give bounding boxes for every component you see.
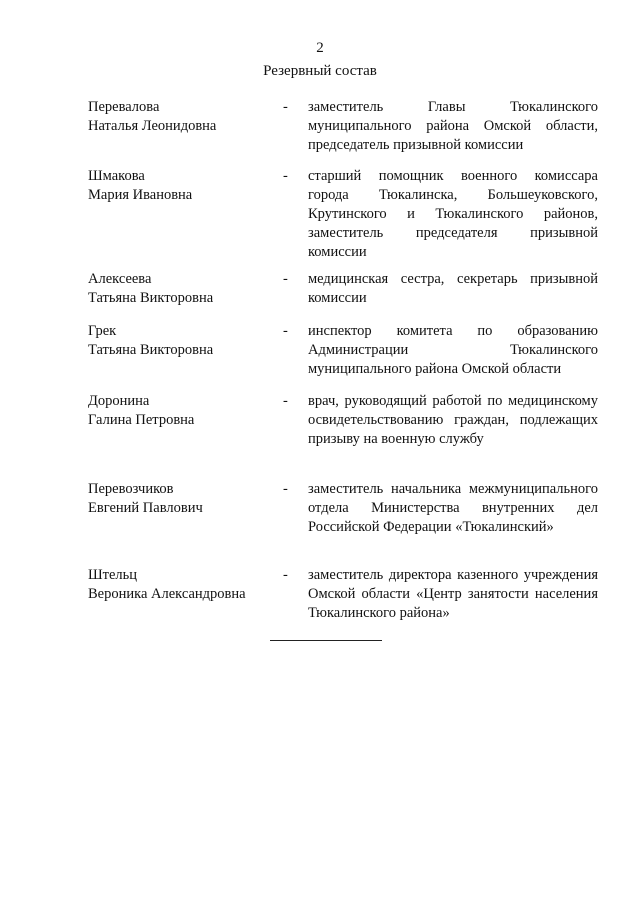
member-role: инспектор комитета по образованию Администрации Тюкалинского муниципального района Омской области [308, 323, 598, 377]
member-name [88, 270, 273, 308]
member-surname: Перевозчиков [88, 481, 174, 497]
member-given-name: Галина Петровна [88, 412, 195, 428]
member-name [88, 322, 273, 360]
section-heading: Резервный состав [263, 63, 377, 79]
member-surname: Штельц [88, 567, 138, 583]
member-surname: Грек [88, 323, 117, 339]
separator-dash: - [283, 271, 288, 287]
member-role: врач, руководящий работой по медицинскому освидетельствованию граждан, подлежащих призыву на военную службу [308, 393, 598, 447]
separator-dash: - [283, 323, 288, 339]
member-role: заместитель директора казенного учреждения Омской области «Центр занятости населения Тюкалинского района» [308, 567, 598, 621]
separator-dash: - [283, 481, 288, 497]
member-surname: Шмакова [88, 168, 145, 184]
member-surname: Доронина [88, 393, 150, 409]
member-given-name: Наталья Леонидовна [88, 118, 217, 134]
member-role: заместитель Главы Тюкалинского муниципального района Омской области, председатель призывной комиссии [308, 99, 598, 153]
separator-dash: - [283, 99, 288, 115]
separator-dash: - [283, 567, 288, 583]
member-name [88, 480, 273, 518]
separator-dash: - [283, 168, 288, 184]
member-role: медицинская сестра, секретарь призывной комиссии [308, 271, 598, 306]
closing-rule [270, 640, 382, 641]
member-name [88, 566, 273, 604]
member-name [88, 167, 273, 205]
member-role: старший помощник военного комиссара города Тюкалинска, Большеуковского, Крутинского и Тюкалинского районов, заместитель председателя призывной комиссии [308, 168, 598, 260]
page-number: 2 [316, 40, 324, 56]
member-given-name: Татьяна Викторовна [88, 342, 214, 358]
member-role: заместитель начальника межмуниципального отдела Министерства внутренних дел Российской Федерации «Тюкалинский» [308, 481, 598, 535]
member-given-name: Татьяна Викторовна [88, 290, 214, 306]
member-given-name: Вероника Александровна [88, 586, 246, 602]
member-name [88, 392, 273, 430]
member-surname: Алексеева [88, 271, 152, 287]
member-surname: Перевалова [88, 99, 160, 115]
member-name [88, 98, 273, 136]
separator-dash: - [283, 393, 288, 409]
member-given-name: Евгений Павлович [88, 500, 203, 516]
member-given-name: Мария Ивановна [88, 187, 193, 203]
